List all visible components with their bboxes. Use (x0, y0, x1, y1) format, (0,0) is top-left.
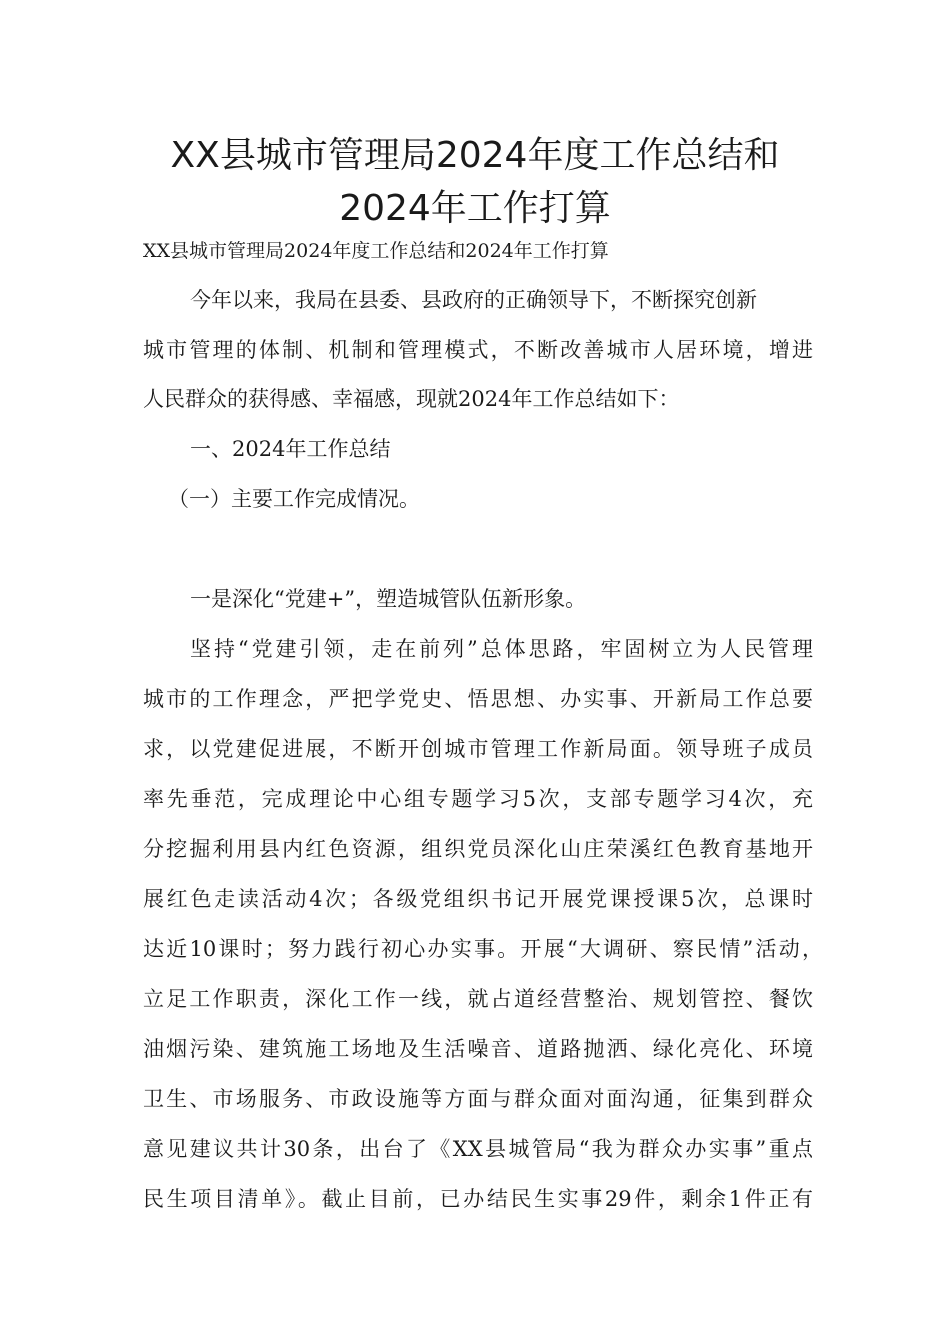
subsection-heading: （一）主要工作完成情况。 (168, 487, 420, 511)
section-heading: 一、2024年工作总结 (190, 437, 391, 461)
item-heading: 一是深化“党建+”，塑造城管队伍新形象。 (190, 587, 587, 611)
body-line: 求，以党建促进展，不断开创城市管理工作新局面。领导班子成员 (143, 737, 813, 761)
body-line: 意见建议共计30条，出台了《XX县城管局“我为群众办实事”重点 (143, 1137, 813, 1161)
body-line: 城市的工作理念，严把学党史、悟思想、办实事、开新局工作总要 (143, 687, 813, 711)
body-line: 率先垂范，完成理论中心组专题学习5次，支部专题学习4次，充 (143, 787, 813, 811)
body-line: 达近10课时；努力践行初心办实事。开展“大调研、察民情”活动， (143, 937, 823, 961)
intro-line: 城市管理的体制、机制和管理模式，不断改善城市人居环境，增进 (143, 338, 813, 362)
document-subtitle: XX县城市管理局2024年度工作总结和2024年工作打算 (143, 240, 609, 262)
document-title-line-2: 2024年工作打算 (339, 188, 611, 229)
intro-line: 今年以来，我局在县委、县政府的正确领导下，不断探究创新 (190, 288, 757, 312)
intro-line: 人民群众的获得感、幸福感，现就2024年工作总结如下： (143, 387, 680, 411)
body-line: 油烟污染、建筑施工场地及生活噪音、道路抛洒、绿化亮化、环境 (143, 1037, 813, 1061)
body-line: 展红色走读活动4次；各级党组织书记开展党课授课5次，总课时 (143, 887, 813, 911)
document-title-line-1: XX县城市管理局2024年度工作总结和 (170, 135, 780, 176)
body-line: 分挖掘利用县内红色资源，组织党员深化山庄荣溪红色教育基地开 (143, 837, 813, 861)
body-line: 卫生、市场服务、市政设施等方面与群众面对面沟通，征集到群众 (143, 1087, 813, 1111)
body-line: 坚持“党建引领，走在前列”总体思路，牢固树立为人民管理 (190, 637, 813, 661)
body-line: 立足工作职责，深化工作一线，就占道经营整治、规划管控、餐饮 (143, 987, 813, 1011)
body-line: 民生项目清单》。截止目前，已办结民生实事29件，剩余1件正有 (143, 1187, 813, 1211)
